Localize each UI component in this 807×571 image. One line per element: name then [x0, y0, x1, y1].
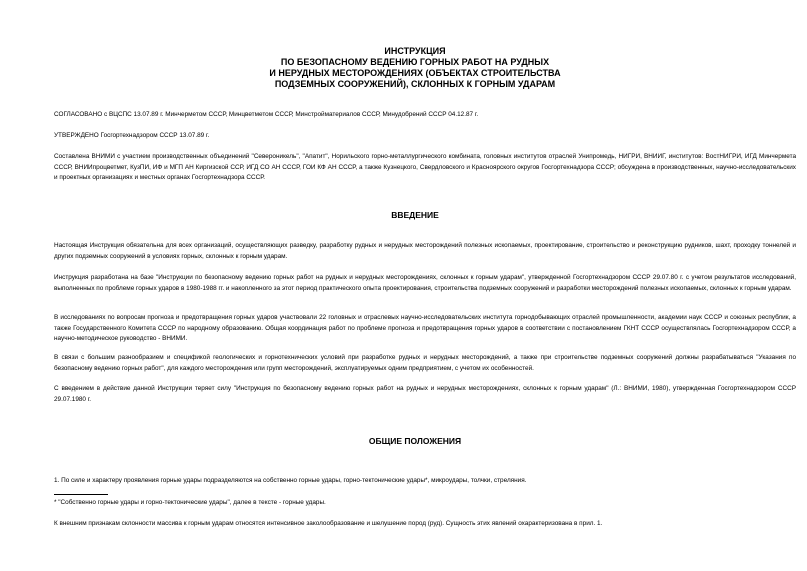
external-signs-paragraph: К внешним признакам склонности массива к горным ударам относятся интенсивное заколообразование и шелушение пород (руд). Сущность этих явлений охарактеризована в прил. 1.	[54, 520, 603, 527]
footnote: * "Собственно горные удары и горно-тектонические удары", далее в тексте - горные удары.	[54, 499, 326, 506]
intro-paragraph-3: В исследованиях по вопросам прогноза и предотвращения горных ударов участвовали 22 головных и отраслевых научно-исследовательских института горнодобывающих отраслей промышленности, академии наук СССР и союзных республик, а также Государственного Комитета СССР по народному образованию. Общая координация работ по проблеме прогноза и предотвращения горных ударов в соответствии с постановлением ГКНТ СССР осуществлялась Госгортехнадзором СССР, а научно-методическое руководство - ВНИМИ.	[54, 314, 796, 342]
title-line-3: И НЕРУДНЫХ МЕСТОРОЖДЕНИЯХ (ОБЪЕКТАХ СТРОИТЕЛЬСТВА	[269, 68, 561, 78]
item-1: 1. По силе и характеру проявления горные удары подразделяются на собственно горные удары, горно-тектонические удары*, микроудары, толчки, стреляния.	[54, 477, 527, 484]
intro-heading: ВВЕДЕНИЕ	[391, 210, 439, 220]
approval-note: СОГЛАСОВАНО с ВЦСПС 13.07.89 г. Минчерметом СССР, Минцветметом СССР, Минстройматериалов СССР, Минудобрений СССР 04.12.87 г.	[54, 111, 479, 118]
intro-paragraph-5: С введением в действие данной Инструкции теряет силу "Инструкция по безопасному ведению горных работ на рудных и нерудных месторождениях, склонных к горным ударам" (Л.: ВНИМИ, 1980), утвержденная Госгортехнадзором СССР 29.07.1980 г.	[54, 385, 796, 403]
document-title	[200, 46, 630, 90]
general-provisions-heading: ОБЩИЕ ПОЛОЖЕНИЯ	[368, 436, 462, 446]
intro-paragraph-4: В связи с большим разнообразием и спецификой геологических и горнотехнических условий при разработке рудных и нерудных месторождений, а также при строительстве подземных сооружений должны разрабатываться "Указания по безопасному ведению горных работ", для каждого месторождения или групп месторождений, эксплуатируемых одним предприятием, с учетом их особенностей.	[54, 354, 796, 372]
title-line-2: ПО БЕЗОПАСНОМУ ВЕДЕНИЮ ГОРНЫХ РАБОТ НА РУДНЫХ	[280, 57, 550, 67]
footnote-divider	[54, 494, 108, 495]
intro-paragraph-2: Инструкция разработана на базе "Инструкции по безопасному ведению горных работ на рудных и нерудных месторождениях, склонных к горным ударам", утвержденной Госгортехнадзором СССР 29.07.80 г. с учетом результатов исследований, выполненных по проблеме горных ударов в 1980-1988 гг. и накопленного за этот период практического опыта проектирования, строительства подземных сооружений и разработки месторождений полезных ископаемых, склонных к горным ударам.	[54, 274, 796, 292]
confirmation-note: УТВЕРЖДЕНО Госгортехнадзором СССР 13.07.89 г.	[54, 132, 210, 139]
title-line-4: ПОДЗЕМНЫХ СООРУЖЕНИЙ), СКЛОННЫХ К ГОРНЫМ УДАРАМ	[274, 79, 556, 89]
compilation-note: Составлена ВНИМИ с участием производственных объединений "Североникель", "Апатит", Норильского горно-металлургического комбината, головных институтов отраслей Унипромедь, НИГРИ, ВНИИГ, институтов: ВостНИГРИ, ИГД Минчермета СССР, ВНИИпроцветмет, КузПИ, ИФ и МГП АН Киргизской ССР, ИГД СО АН СССР, ГОИ КФ АН СССР, а также Кузнецкого, Свердловского и Красноярского округов Госгортехнадзора СССР; обсуждена в производственных, научно-исследовательских и проектных организациях и местных органах Госгортехнадзора СССР.	[54, 153, 796, 181]
intro-paragraph-1: Настоящая Инструкция обязательна для всех организаций, осуществляющих разведку, разработку рудных и нерудных месторождений полезных ископаемых, проектирование, строительство и реконструкцию рудников, шахт, проходку тоннелей и других подземных сооружений в условиях горных, склонных к горным ударам.	[54, 242, 796, 260]
title-line-1: ИНСТРУКЦИЯ	[384, 46, 446, 56]
